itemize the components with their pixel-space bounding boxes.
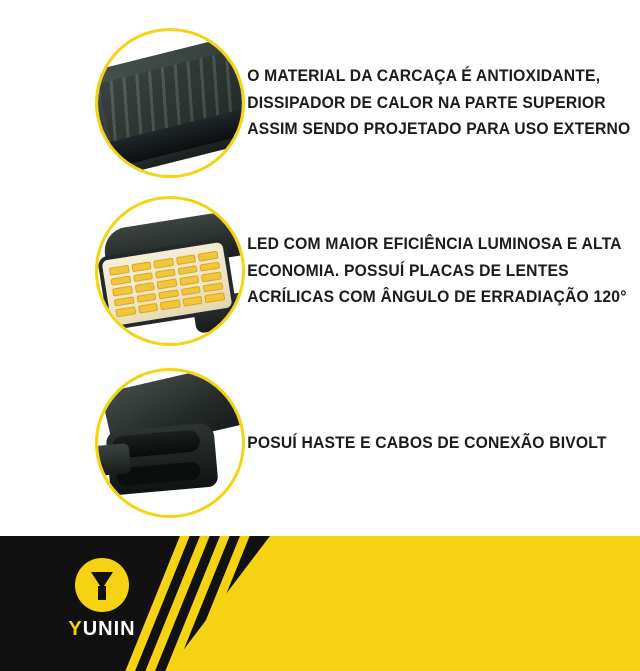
feature-row-1	[0, 28, 640, 178]
street-lamp-led-panel-photo-icon	[98, 199, 242, 343]
feature-3-line-1: POSUÍ HASTE E CABOS DE CONEXÃO BIVOLT	[247, 433, 607, 452]
feature-2-line-1: LED COM MAIOR EFICIÊNCIA LUMINOSA E ALTA	[247, 234, 622, 253]
feature-2-image-wrap	[0, 196, 232, 346]
brand-name	[42, 618, 162, 641]
feature-1-image-wrap	[0, 28, 232, 178]
feature-2-line-2: ECONOMIA. POSSUÍ PLACAS DE LENTES	[247, 261, 569, 280]
feature-1-line-2: DISSIPADOR DE CALOR NA PARTE SUPERIOR	[247, 93, 606, 112]
feature-3-circle-frame	[95, 368, 245, 518]
street-lamp-top-view-photo-icon	[98, 31, 242, 175]
feature-1-circle-frame	[95, 28, 245, 178]
street-lamp-mount-bracket-photo-icon	[98, 371, 242, 515]
brand-name-text: UNIN	[82, 618, 136, 640]
feature-3-text	[232, 430, 624, 457]
feature-1-text	[232, 63, 640, 143]
feature-row-2	[0, 196, 640, 346]
feature-1-line-1: O MATERIAL DA CARCAÇA É ANTIOXIDANTE,	[247, 66, 601, 85]
feature-2-circle-frame	[95, 196, 245, 346]
footer-stripes	[142, 536, 292, 671]
feature-2-text	[232, 231, 640, 311]
logo-mark-icon	[75, 558, 129, 612]
feature-1-line-3: ASSIM SENDO PROJETADO PARA USO EXTERNO	[247, 120, 631, 139]
feature-2-line-3: ACRÍLICAS COM ÂNGULO DE ERRADIAÇÃO 120°	[247, 288, 627, 307]
footer-banner	[0, 536, 640, 671]
brand-mark-letter: Y	[68, 618, 83, 640]
feature-row-3	[0, 368, 640, 518]
feature-3-image-wrap	[0, 368, 232, 518]
brand-logo	[42, 558, 162, 641]
